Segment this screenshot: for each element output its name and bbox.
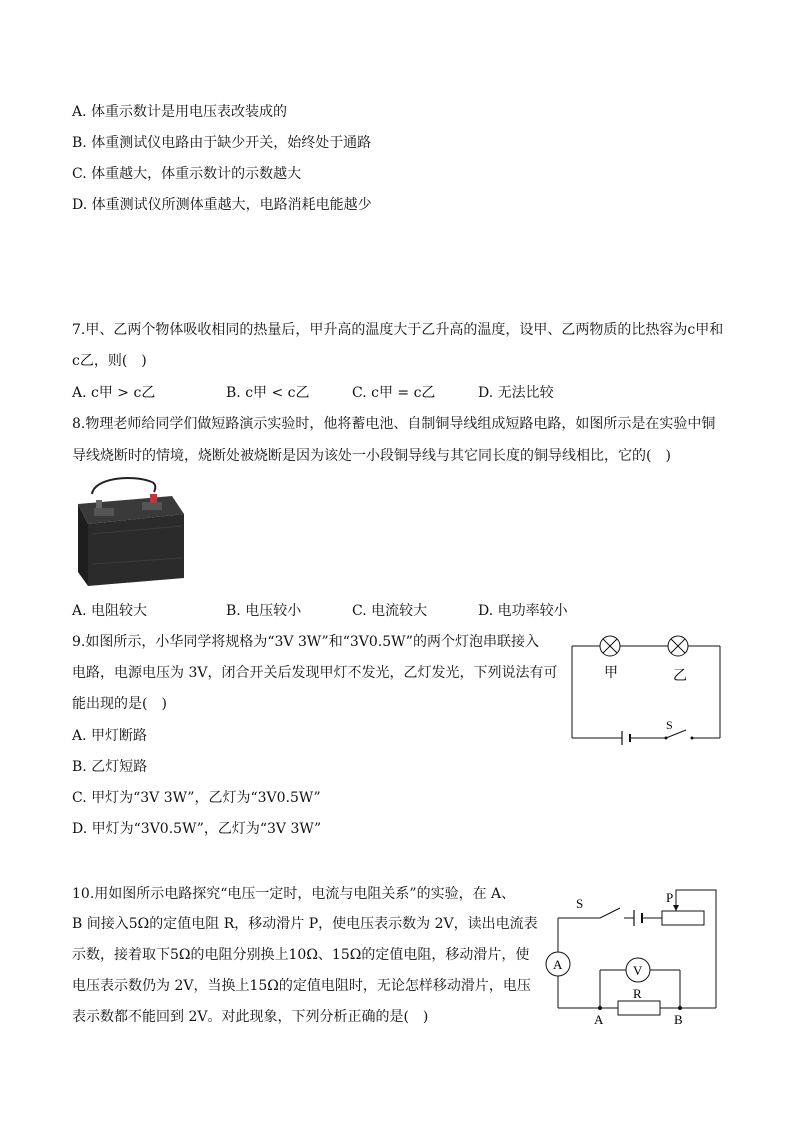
q6-option-a: A. 体重示数计是用电压表改装成的 (72, 104, 288, 120)
q8-option-b: B. 电压较小 (226, 603, 302, 619)
point-a-label: A (594, 1012, 604, 1027)
q9-option-a: A. 甲灯断路 (72, 728, 148, 744)
q8-stem-line1: 8.物理老师给同学们做短路演示实验时，他将蓄电池、自制铜导线组成短路电路，如图所示是在实验中铜 (72, 416, 716, 432)
q10-stem-line1: 10.用如图所示电路探究“电压一定时，电流与电阻关系”的实验，在 A、 (72, 886, 516, 902)
lamp-yi-icon (668, 636, 688, 656)
q10-stem-line2: B 间接入5Ω的定值电阻 R，移动滑片 P，使电压表示数为 2V，读出电流表 (72, 916, 538, 932)
q9-option-b: B. 乙灯短路 (72, 759, 148, 775)
q7-option-a: A. c甲 > c乙 (72, 385, 156, 401)
lamp-jia-label: 甲 (604, 664, 618, 680)
q9-switch-label: S (666, 718, 673, 732)
q7-option-c: C. c甲 = c乙 (352, 385, 436, 401)
q9-option-d: D. 甲灯为“3V0.5W”，乙灯为“3V 3W” (72, 821, 322, 837)
q10-stem-line5: 表示数都不能回到 2V。对此现象，下列分析正确的是( ) (72, 1009, 429, 1025)
q8-option-d: D. 电功率较小 (478, 603, 568, 619)
lamp-yi-label: 乙 (673, 667, 687, 683)
q8-stem-line2: 导线烧断时的情境，烧断处被烧断是因为该处一小段铜导线与其它同长度的铜导线相比，它的( ) (72, 448, 671, 464)
car-battery-image (72, 474, 190, 592)
q10-stem-line4: 电压表示数仍为 2V，当换上15Ω的定值电阻时，无论怎样移动滑片，电压 (72, 978, 531, 994)
ammeter-label: A (553, 957, 563, 972)
q9-stem-line1: 9.如图所示，小华同学将规格为“3V 3W”和“3V0.5W”的两个灯泡串联接入 (72, 634, 539, 650)
voltmeter-label: V (633, 963, 643, 978)
q8-option-a: A. 电阻较大 (72, 603, 148, 619)
q6-option-c: C. 体重越大，体重示数计的示数越大 (72, 166, 302, 182)
q6-option-b: B. 体重测试仪电路由于缺少开关，始终处于通路 (72, 135, 372, 151)
q9-stem-line2: 电路，电源电压为 3V，闭合开关后发现甲灯不发光，乙灯发光，下列说法有可 (72, 665, 558, 681)
q7-option-b: B. c甲 < c乙 (226, 385, 310, 401)
q10-stem-line3: 示数，接着取下5Ω的电阻分别换上10Ω、15Ω的定值电阻，移动滑片，使 (72, 947, 530, 963)
q9-circuit-diagram (566, 630, 728, 748)
q7-stem-line1: 7.甲、乙两个物体吸收相同的热量后，甲升高的温度大于乙升高的温度，设甲、乙两物质的比热容为c甲和 (72, 322, 724, 338)
q10-circuit-diagram (538, 880, 724, 1028)
lamp-jia-icon (600, 636, 620, 656)
q9-stem-line3: 能出现的是( ) (72, 696, 167, 712)
q9-option-c: C. 甲灯为“3V 3W”，乙灯为“3V0.5W” (72, 790, 321, 806)
resistor-label: R (633, 986, 642, 1001)
q10-switch-label: S (576, 896, 584, 911)
slider-label: P (666, 890, 674, 905)
q6-option-d: D. 体重测试仪所测体重越大，电路消耗电能越少 (72, 197, 372, 213)
point-b-label: B (674, 1012, 683, 1027)
q7-option-d: D. 无法比较 (478, 385, 554, 401)
q8-option-c: C. 电流较大 (352, 603, 428, 619)
q7-stem-line2: c乙，则( ) (72, 353, 147, 369)
